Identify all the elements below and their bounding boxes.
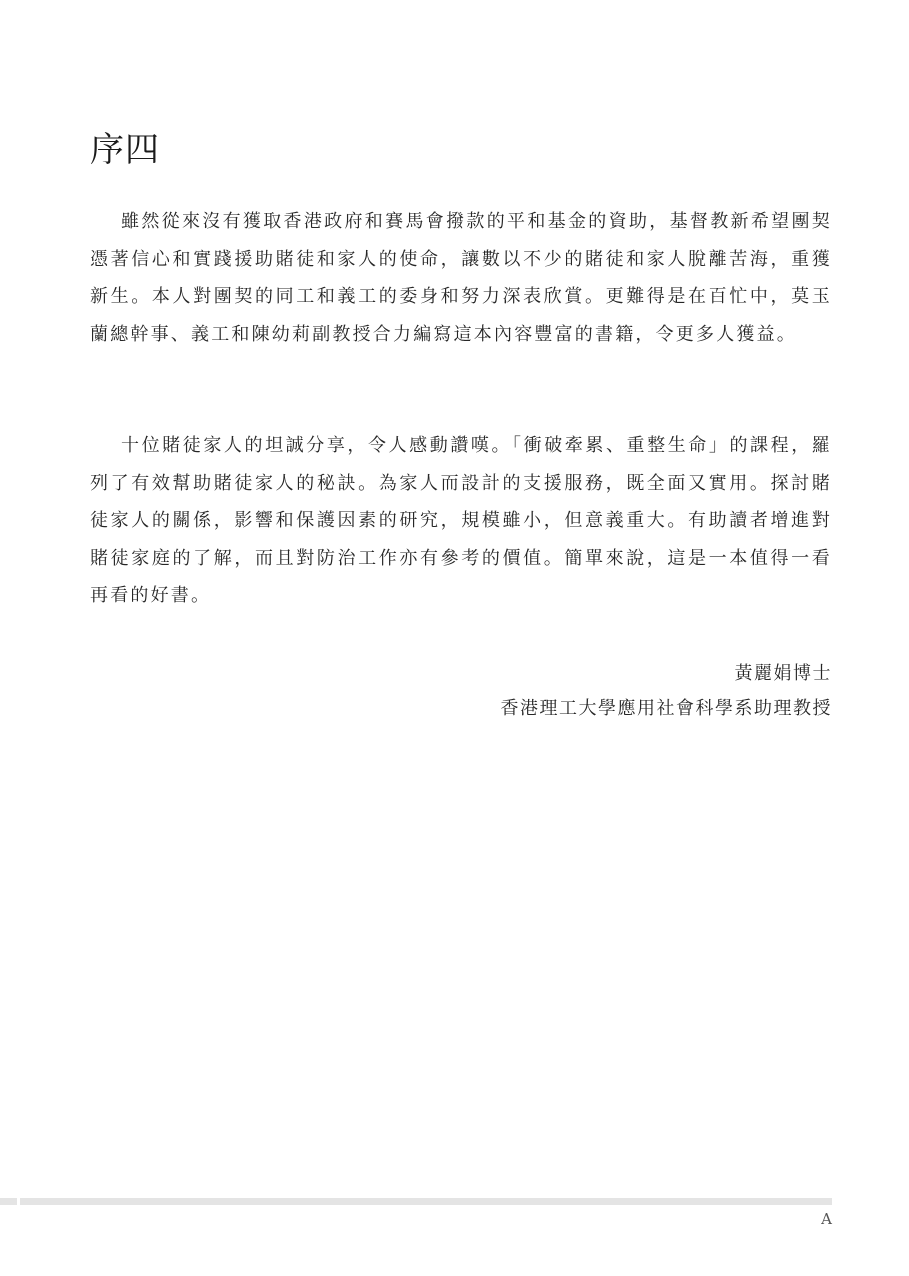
footer-rule [20, 1198, 832, 1205]
footer-rule-stub [0, 1198, 17, 1205]
author-name: 黃麗娟博士 [734, 663, 832, 684]
body-paragraph-1: 雖然從來沒有獲取香港政府和賽馬會撥款的平和基金的資助，基督教新希望團契憑著信心和實踐援助賭徒和家人的使命，讓數以不少的賭徒和家人脫離苦海，重獲新生。本人對團契的同工和義工的委身和努力深表欣賞。更難得是在百忙中，莫玉蘭總幹事、義工和陳幼莉副教授合力編寫這本內容豐富的書籍，令更多人獲益。 [90, 211, 832, 345]
body-paragraph-2: 十位賭徒家人的坦誠分享，令人感動讚嘆。「衝破牽累、重整生命」的課程，羅列了有效幫助賭徒家人的秘訣。為家人而設計的支援服務，既全面又實用。探討賭徒家人的關係，影響和保護因素的研究，規模雖小，但意義重大。有助讀者增進對賭徒家庭的了解，而且對防治工作亦有參考的價值。簡單來說，這是一本值得一看再看的好書。 [90, 435, 832, 606]
author-affiliation: 香港理工大學應用社會科學系助理教授 [500, 698, 832, 719]
page-number: A [821, 1210, 832, 1228]
signature-block [501, 656, 833, 726]
page-title: 序四 [90, 130, 160, 170]
